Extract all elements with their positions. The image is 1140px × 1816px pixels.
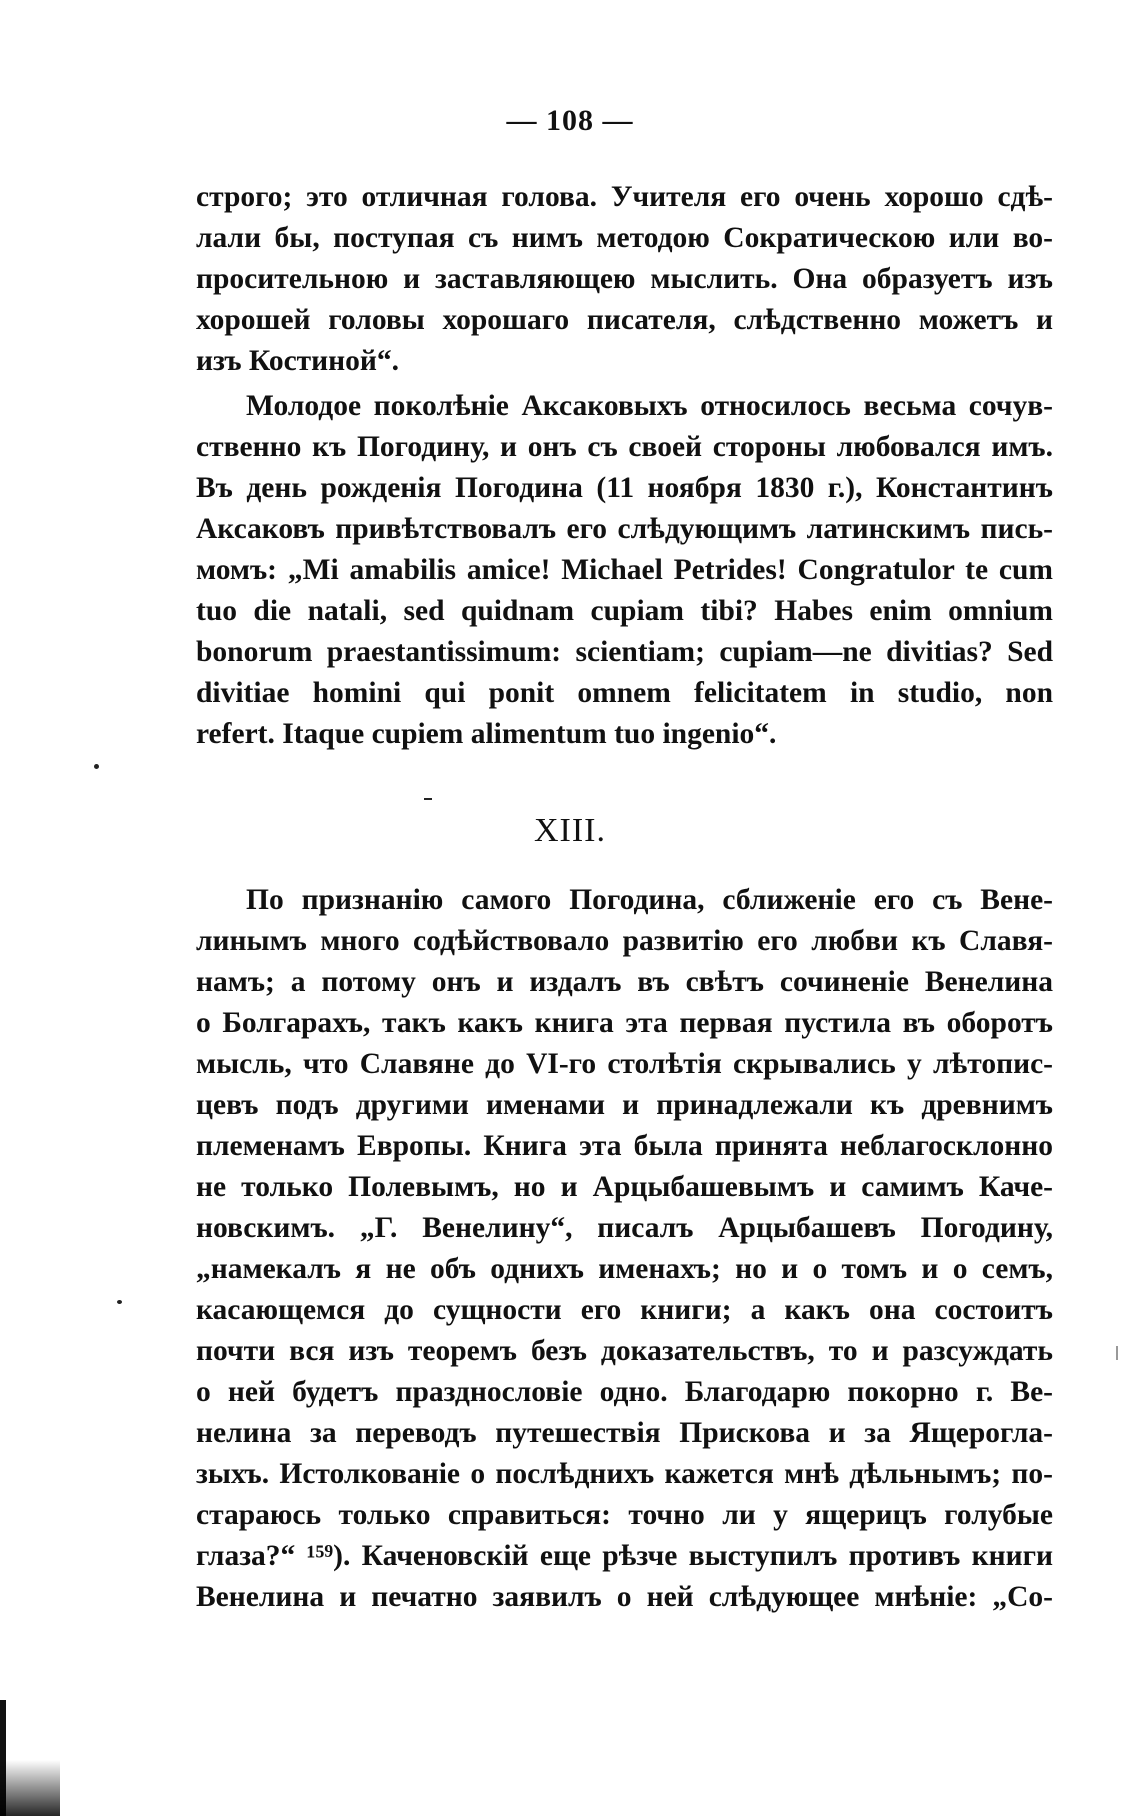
text-line: глаза?“ ¹⁵⁹). Каченовскій еще рѣзче выступилъ противъ книги	[196, 1540, 1053, 1572]
text-line: bonorum praestantissimum: scientiam; cupiam—ne divitias? Sed	[196, 636, 1053, 668]
text-line: „намекалъ я не объ однихъ именахъ; но и о томъ и о семъ,	[196, 1253, 1053, 1285]
text-line: лали бы, поступая съ нимъ методою Сократическою или во-	[196, 222, 1053, 254]
text-line: племенамъ Европы. Книга эта была принята неблагосклонно	[196, 1130, 1053, 1162]
text-line: о ней будетъ празднословіе одно. Благодарю покорно г. Ве-	[196, 1376, 1053, 1408]
scan-speck	[117, 1300, 122, 1304]
text-line: По признанію самого Погодина, сближеніе его съ Вене-	[246, 884, 1053, 916]
paragraph-venelin	[196, 880, 1053, 1618]
text-line: refert. Itaque cupiem alimentum tuo ingenio“.	[196, 718, 777, 750]
text-line: стараюсь только справиться: точно ли у ящерицъ голубые	[196, 1499, 1053, 1531]
scan-speck	[1116, 1346, 1118, 1360]
scan-speck	[94, 764, 99, 769]
scan-speck	[424, 798, 432, 800]
section-heading: XIII.	[533, 812, 607, 849]
paragraph-continuation	[196, 177, 1053, 382]
text-line: divitiae homini qui ponit omnem felicitatem in studio, non	[196, 677, 1053, 709]
text-line: момъ: „Mi amabilis amice! Michael Petrides! Congratulor te cum	[196, 554, 1053, 586]
page-number: — 108 —	[506, 104, 634, 137]
text-line: Венелина и печатно заявилъ о ней слѣдующее мнѣніе: „Со-	[196, 1581, 1053, 1613]
text-line: изъ Костиной“.	[196, 345, 400, 377]
text-line: Въ день рожденія Погодина (11 ноября 1830 г.), Константинъ	[196, 472, 1053, 504]
text-line: хорошей головы хорошаго писателя, слѣдственно можетъ и	[196, 304, 1053, 336]
text-line: зыхъ. Истолкованіе о послѣднихъ кажется мнѣ дѣльнымъ; по-	[196, 1458, 1053, 1490]
text-line: Аксаковъ привѣтствовалъ его слѣдующимъ латинскимъ пись-	[196, 513, 1053, 545]
text-line: цевъ подъ другими именами и принадлежали къ древнимъ	[196, 1089, 1053, 1121]
text-line: tuo die natali, sed quidnam cupiam tibi? Habes enim omnium	[196, 595, 1053, 627]
text-line: линымъ много содѣйствовало развитію его любви къ Славя-	[196, 925, 1053, 957]
text-line: просительною и заставляющею мыслить. Она образуетъ изъ	[196, 263, 1053, 295]
text-line: Молодое поколѣніе Аксаковыхъ относилось весьма сочув-	[246, 390, 1053, 422]
text-line: строго; это отличная голова. Учителя его очень хорошо сдѣ-	[196, 181, 1053, 213]
text-line: новскимъ. „Г. Венелину“, писалъ Арцыбашевъ Погодину,	[196, 1212, 1053, 1244]
text-line: намъ; а потому онъ и издалъ въ свѣтъ сочиненіе Венелина	[196, 966, 1053, 998]
scan-corner-shadow	[0, 1760, 60, 1816]
text-line: касающемся до сущности его книги; а какъ она состоитъ	[196, 1294, 1053, 1326]
paragraph-aksakov	[196, 386, 1053, 755]
text-line: не только Полевымъ, но и Арцыбашевымъ и самимъ Каче-	[196, 1171, 1053, 1203]
text-line: нелина за переводъ путешествія Прискова и за Ящерогла-	[196, 1417, 1053, 1449]
text-line: ственно къ Погодину, и онъ съ своей стороны любовался имъ.	[196, 431, 1053, 463]
text-line: о Болгарахъ, такъ какъ книга эта первая пустила въ оборотъ	[196, 1007, 1053, 1039]
text-line: мысль, что Славяне до VI-го столѣтія скрывались у лѣтопис-	[196, 1048, 1053, 1080]
text-line: почти вся изъ теоремъ безъ доказательствъ, то и разсуждать	[196, 1335, 1053, 1367]
